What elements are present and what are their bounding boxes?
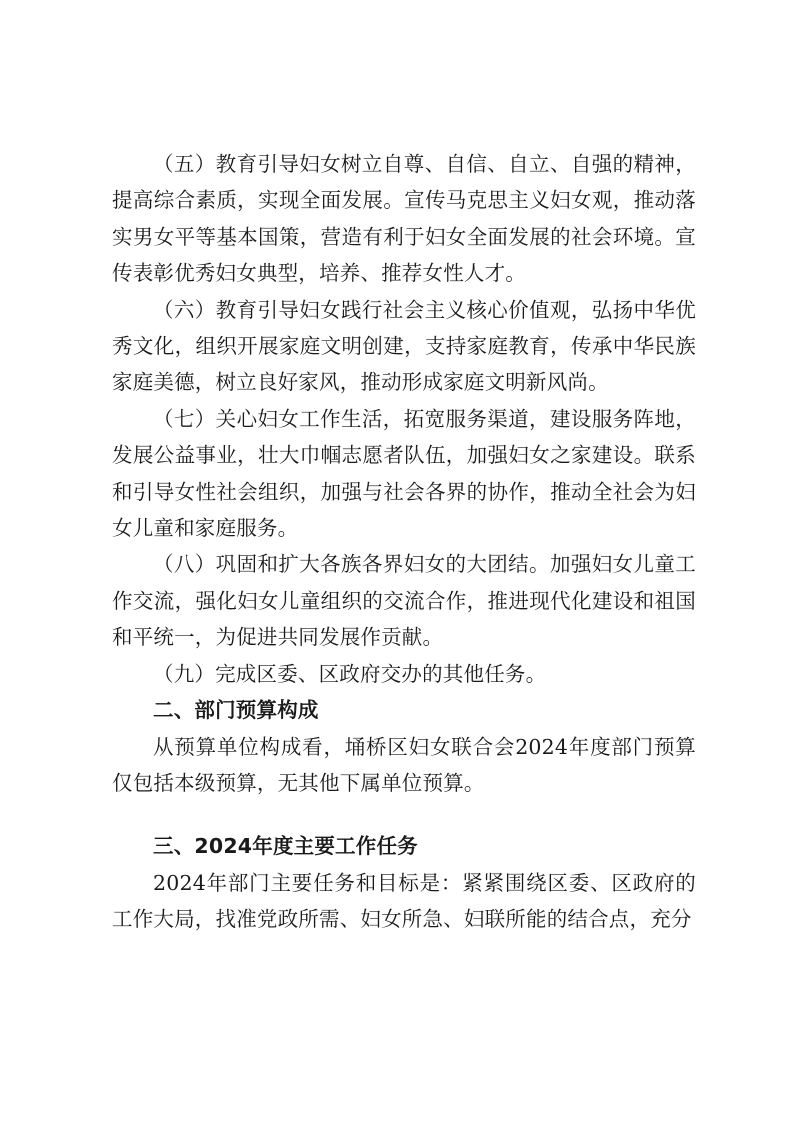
main-tasks-paragraph: 2024年部门主要任务和目标是：紧紧围绕区委、区政府的工作大局，找准党政所需、妇女所急、妇联所能的结合点，充分 [112, 870, 696, 932]
paragraph-item-9: （九）完成区委、区政府交办的其他任务。 [153, 661, 547, 686]
paragraph-item-5: （五）教育引导妇女树立自尊、自信、自立、自强的精神，提高综合素质，实现全面发展。宣传马克思主义妇女观，推动落实男女平等基本国策，营造有利于妇女全面发展的社会环境。宣传表彰优秀妇女典型，培养、推荐女性人才。 [112, 152, 696, 286]
budget-composition-paragraph: 从预算单位构成看，埇桥区妇女联合会2024年度部门预算仅包括本级预算，无其他下属单位预算。 [112, 734, 696, 795]
paragraph-item-7: （七）关心妇女工作生活，拓宽服务渠道，建设服务阵地，发展公益事业，壮大巾帼志愿者队伍，加强妇女之家建设。联系和引导女性社会组织，加强与社会各界的协作，推动全社会为妇女儿童和家庭服务。 [112, 406, 696, 541]
section-spacer [112, 801, 696, 828]
paragraph-item-6: （六）教育引导妇女践行社会主义核心价值观，弘扬中华优秀文化，组织开展家庭文明创建，支持家庭教育，传承中华民族家庭美德，树立良好家风，推动形成家庭文明新风尚。 [112, 297, 696, 395]
document-body [112, 146, 696, 938]
paragraph-item-8: （八）巩固和扩大各族各界妇女的大团结。加强妇女儿童工作交流，强化妇女儿童组织的交流合作，推进现代化建设和祖国和平统一，为促进共同发展作贡献。 [112, 552, 696, 650]
section-heading-main-tasks: 三、2024年度主要工作任务 [153, 834, 418, 859]
section-heading-budget-composition: 二、部门预算构成 [153, 698, 319, 723]
